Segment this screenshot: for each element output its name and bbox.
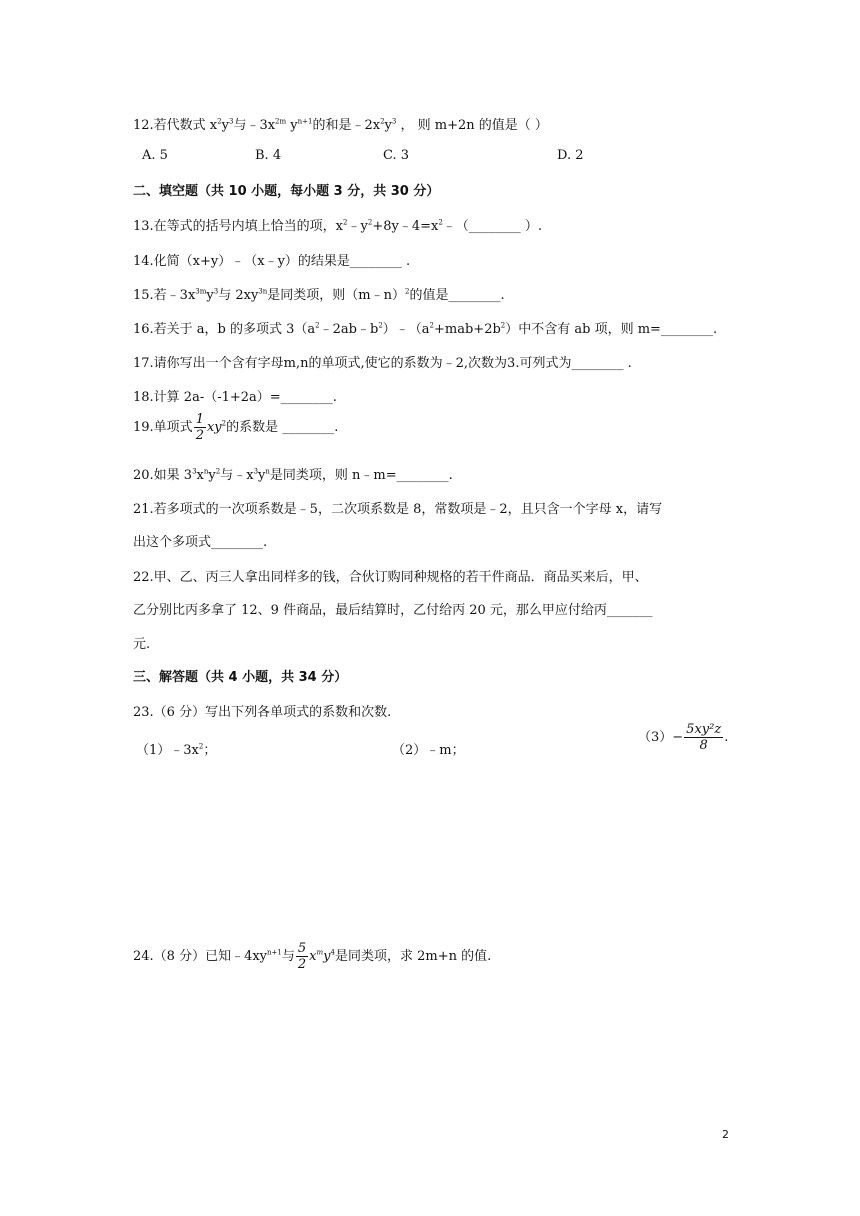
question-21-line-1: 21.若多项式的一次项系数是﹣5，二次项系数是 8，常数项是﹣2，且只含一个字母 x，请写: [133, 502, 663, 517]
question-23: 23.（6 分）写出下列各单项式的系数和次数.: [133, 705, 392, 720]
fraction-5xy2z-over-8: $\frac{\text{5xy²z}}{8}$: [686, 722, 722, 753]
question-21-line-2: 出这个多项式________.: [133, 535, 268, 550]
section-heading-fill-blank: 二、填空题（共 10 小题，每小题 3 分，共 30 分）: [133, 184, 440, 199]
question-22-line-1: 22.甲、乙、丙三人拿出同样多的钱，合伙订购同种规格的若干件商品．商品买来后，甲、: [133, 570, 648, 585]
question-20: 20.如果 $3^3x^ny^2$与$﹣x^3y^n$是同类项，则 n﹣m=________.: [133, 467, 453, 483]
question-23-part-3: （3）− $\frac{\text{5xy²z}}{8}$ .: [638, 722, 729, 753]
option-d: D. 2: [557, 148, 584, 163]
option-a: A. 5: [142, 148, 168, 163]
option-b: B. 4: [255, 148, 282, 163]
question-23-part-2: （2）﹣m；: [392, 743, 465, 758]
question-14: 14.化简（x+y）﹣（x﹣y）的结果是________ .: [133, 254, 411, 269]
option-c: C. 3: [383, 148, 410, 163]
fraction-five-halves: $\frac{5}{2}$: [297, 941, 307, 972]
question-16: 16.若关于 a，b 的多项式 $3(a^2﹣2ab﹣b^2)﹣(a^2+mab+2b^2)$中不含有 ab 项，则 m=________.: [133, 321, 718, 337]
question-22-line-2: 乙分别比丙多拿了 12、9 件商品，最后结算时，乙付给丙 20 元，那么甲应付给丙_______: [133, 603, 653, 618]
question-12: 12.若代数式 $x^2y^3$与$﹣3x^{2m}$ $y^{n+1}$的和是$﹣2x^2y^3$ ， 则 m+2n 的值是（ ）: [133, 117, 548, 133]
question-19: 19.单项式 $\frac{1}{2}$ $xy^2$的系数是 ________.: [133, 412, 339, 443]
question-17: 17.请你写出一个含有字母m,n的单项式,使它的系数为﹣2,次数为3.可列式为________ .: [133, 356, 632, 371]
fraction-one-half: $\frac{1}{2}$: [195, 412, 204, 443]
question-13: 13.在等式的括号内填上恰当的项，$x^2﹣y^2+8y﹣4=x^2﹣(\_\_\_\_\_\_\_\_$ ）.: [133, 218, 543, 234]
section-heading-answer: 三、解答题（共 4 小题，共 34 分）: [133, 670, 348, 685]
question-23-part-1: $(1)﹣3x^2$；: [136, 742, 217, 758]
question-18: 18.计算 2a-（-1+2a）=________.: [133, 390, 337, 405]
question-22-line-3: 元.: [133, 637, 151, 652]
question-24: 24.（8 分）已知$﹣4xy^{n+1}$与 $\frac{5}{2}$ $x^my^4$是同类项，求 2m+n 的值.: [133, 941, 492, 972]
page-number: 2: [722, 1128, 729, 1141]
question-15: 15.若$﹣3x^{3m}y^3$与 $2xy^{3n}$是同类项，则（m﹣n）$^2$的值是________.: [133, 287, 505, 303]
